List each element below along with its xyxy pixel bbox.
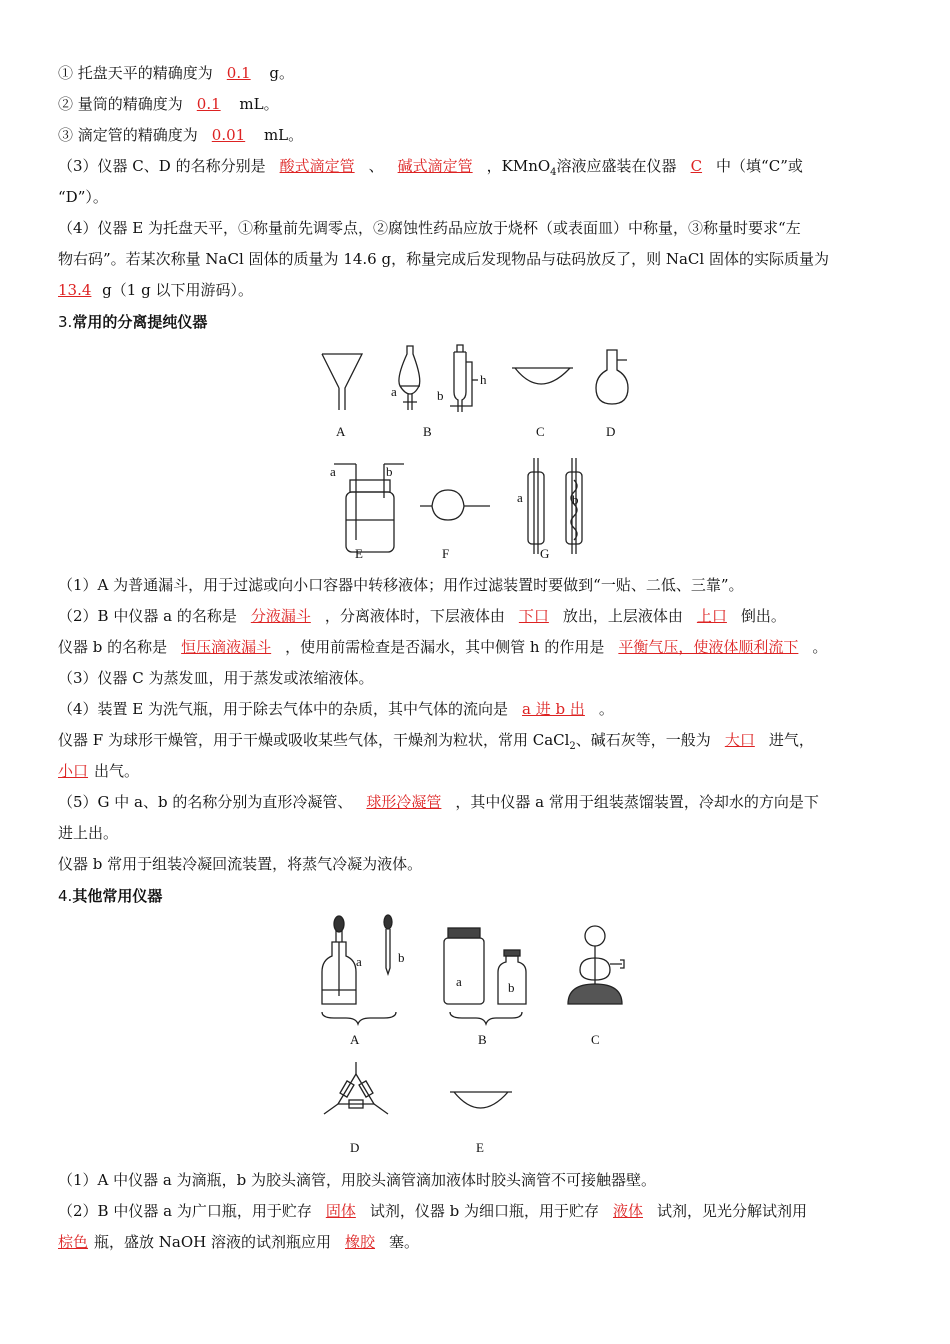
drying-tube-icon: [420, 490, 490, 520]
separation-q3: （3）仪器 C 为蒸发皿，用于蒸发或浓缩液体。: [58, 669, 374, 687]
svg-text:b: b: [386, 464, 393, 479]
separation-q1: （1）A 为普通漏斗，用于过滤或向小口容器中转移液体；用作过滤装置时要做到“一贴、二低、三靠”。: [58, 576, 744, 594]
svg-text:a: a: [356, 954, 362, 969]
answer-blank: 平衡气压，使液体顺利流下: [618, 638, 799, 656]
dropper-icon: [384, 915, 392, 974]
svg-text:B: B: [423, 424, 432, 439]
other-r1: （1）A 中仪器 a 为滴瓶，b 为胶头滴管，用胶头滴管滴加液体时胶头滴管不可接触器壁。: [58, 1171, 656, 1189]
svg-text:a: a: [391, 384, 397, 399]
evaporating-dish-icon: [450, 1092, 512, 1108]
svg-text:b: b: [398, 950, 405, 965]
clay-triangle-icon: [324, 1062, 388, 1114]
svg-text:C: C: [591, 1032, 600, 1047]
answer-blank: 0.1: [226, 64, 251, 82]
other-apparatus-figure: [300, 912, 660, 1160]
answer-blank: 0.01: [211, 126, 246, 144]
flask-icon: [596, 350, 628, 404]
other-r2b: 棕色 瓶，盛放 NaOH 溶液的试剂瓶应用 橡胶 塞。: [58, 1233, 420, 1251]
answer-blank: 0.1: [196, 95, 221, 113]
gas-washing-bottle-icon: [334, 464, 404, 552]
question-4-line-2: 物右码”。若某次称量 NaCl 固体的质量为 14.6 g，称量完成后发现物品与砝码放反了，则 NaCl 固体的实际质量为: [58, 250, 829, 268]
svg-text:a: a: [456, 974, 462, 989]
straight-condenser-icon: [528, 458, 544, 554]
precision-burette-line: ③ 滴定管的精确度为 0.01 mL。: [58, 126, 304, 144]
svg-text:B: B: [478, 1032, 487, 1047]
answer-blank: 酸式滴定管: [279, 157, 355, 175]
separation-q4: （4）装置 E 为洗气瓶，用于除去气体中的杂质，其中气体的流向是 a 进 b 出 。: [58, 700, 614, 718]
answer-blank: 13.4: [58, 281, 92, 299]
answer-blank: 球形冷凝管: [366, 793, 442, 811]
svg-text:a: a: [330, 464, 336, 479]
narrow-mouth-bottle-icon: [498, 950, 526, 1004]
svg-text:D: D: [606, 424, 616, 439]
question-3-line: （3）仪器 C、D 的名称分别是 酸式滴定管 、 碱式滴定管 ，KMnO$_4$溶液应盛装在仪器 C 中（填“C”或: [58, 157, 803, 178]
svg-text:a: a: [517, 490, 523, 505]
svg-text:A: A: [350, 1032, 360, 1047]
answer-blank: 液体: [612, 1202, 643, 1220]
separation-apparatus-figure: [300, 340, 660, 570]
answer-blank: 上口: [696, 607, 727, 625]
svg-text:b: b: [437, 388, 444, 403]
question-4-line-3: 13.4 g（1 g 以下用游码）。: [58, 281, 253, 299]
pressure-funnel-icon: [450, 345, 472, 412]
dropper-bottle-icon: [322, 916, 356, 1004]
svg-text:b: b: [572, 492, 579, 507]
wide-mouth-bottle-icon: [444, 928, 484, 1004]
svg-text:A: A: [336, 424, 346, 439]
answer-blank: 小口: [58, 762, 89, 780]
svg-text:F: F: [442, 546, 450, 561]
answer-blank: 恒压滴液漏斗: [181, 638, 272, 656]
answer-blank: 棕色: [58, 1233, 89, 1251]
answer-blank: 橡胶: [345, 1233, 376, 1251]
answer-blank: 分液漏斗: [250, 607, 311, 625]
svg-text:E: E: [355, 546, 363, 561]
precision-cylinder-line: ② 量筒的精确度为 0.1 mL。: [58, 95, 279, 113]
precision-balance-line: ① 托盘天平的精确度为 0.1 g。: [58, 64, 295, 82]
svg-text:G: G: [540, 546, 550, 561]
other-r2: （2）B 中仪器 a 为广口瓶，用于贮存 固体 试剂，仪器 b 为细口瓶，用于贮存 液体 试剂，见光分解试剂用: [58, 1202, 808, 1220]
svg-text:h: h: [480, 372, 487, 387]
answer-blank: C: [690, 157, 703, 175]
answer-blank: 固体: [325, 1202, 356, 1220]
separation-q5c: 仪器 b 常用于组装冷凝回流装置，将蒸气冷凝为液体。: [58, 855, 423, 873]
svg-text:b: b: [508, 980, 515, 995]
evaporating-dish-icon: [512, 368, 573, 384]
separation-q2b: 仪器 b 的名称是 恒压滴液漏斗 ，使用前需检查是否漏水，其中侧管 h 的作用是 平衡气压，使液体顺利流下 。: [58, 638, 828, 656]
section-3-heading: 3.常用的分离提纯仪器: [58, 313, 208, 331]
separation-q2: （2）B 中仪器 a 的名称是 分液漏斗 ，分离液体时，下层液体由 下口 放出，上层液体由 上口 倒出。: [58, 607, 786, 625]
question-3-line-2: “D”）。: [58, 188, 108, 206]
svg-text:C: C: [536, 424, 545, 439]
answer-blank: a 进 b 出: [522, 700, 585, 718]
separation-q5: （5）G 中 a、b 的名称分别为直形冷凝管、 球形冷凝管 ，其中仪器 a 常用于组装蒸馏装置，冷却水的方向是下: [58, 793, 819, 811]
separation-q4c: 小口 出气。: [58, 762, 140, 780]
svg-text:D: D: [350, 1140, 360, 1155]
answer-blank: 碱式滴定管: [397, 157, 473, 175]
section-4-heading: 4.其他常用仪器: [58, 887, 163, 905]
question-4-line: （4）仪器 E 为托盘天平，①称量前先调零点，②腐蚀性药品应放于烧杯（或表面皿）中称量，③称量时要求“左: [58, 219, 801, 237]
separating-funnel-icon: [399, 346, 420, 410]
separation-q4b: 仪器 F 为球形干燥管，用于干燥或吸收某些气体，干燥剂为粒状，常用 CaCl$_2$、碱石灰等，一般为 大口 进气，: [58, 731, 814, 752]
separation-q5b: 进上出。: [58, 824, 119, 842]
answer-blank: 大口: [724, 731, 755, 749]
kipp-generator-icon: [568, 926, 624, 1004]
funnel-icon: [322, 354, 362, 410]
answer-blank: 下口: [518, 607, 549, 625]
svg-text:E: E: [476, 1140, 484, 1155]
